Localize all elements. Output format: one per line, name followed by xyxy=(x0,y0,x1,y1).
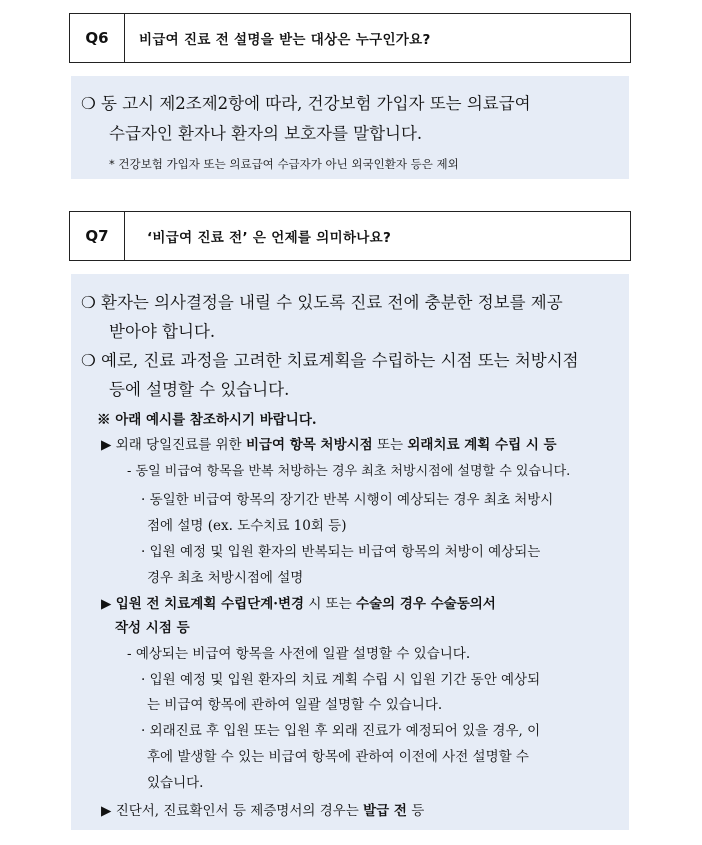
q7-reference-note: ※ 아래 예시를 참조하시기 바랍니다. xyxy=(97,412,317,428)
q7-ex1-dot2-line2: 경우 최초 처방시점에 설명 xyxy=(147,570,304,586)
q7-question: ‘비급여 진료 전’ 은 언제를 의미하나요? xyxy=(125,211,631,261)
q7-ex2-title-line1: ▶ 입원 전 치료계획 수립단계·변경 시 또는 수술의 경우 수술동의서 xyxy=(101,596,496,612)
q6-question: 비급여 진료 전 설명을 받는 대상은 누구인가요? xyxy=(125,13,631,63)
q7-ex2-dot1-line1: · 입원 예정 및 입원 환자의 치료 계획 수립 시 입원 기간 동안 예상되 xyxy=(141,672,541,688)
triangle-bullet-icon: ▶ xyxy=(101,803,112,819)
q7-label: Q7 xyxy=(69,211,125,261)
circle-bullet-icon: ❍ xyxy=(81,293,96,312)
q7-ex2-dot2-line3: 있습니다. xyxy=(147,775,204,791)
q7-ex2-dash: - 예상되는 비급여 항목을 사전에 일괄 설명할 수 있습니다. xyxy=(127,646,471,662)
q7-p1-line2: 받아야 합니다. xyxy=(109,322,216,341)
q7-p1-line1: ❍ 환자는 의사결정을 내릴 수 있도록 진료 전에 충분한 정보를 제공 xyxy=(81,293,563,312)
q7-p2-line1: ❍ 예로, 진료 과정을 고려한 치료계획을 수립하는 시점 또는 처방시점 xyxy=(81,351,579,370)
triangle-bullet-icon: ▶ xyxy=(101,437,112,453)
q6-answer-box xyxy=(71,76,629,179)
q6-answer-line2: 수급자인 환자나 환자의 보호자를 말합니다. xyxy=(109,124,423,143)
q7-ex1-dot2-line1: · 입원 예정 및 입원 환자의 반복되는 비급여 항목의 처방이 예상되는 xyxy=(141,544,541,560)
q7-p2-line2: 등에 설명할 수 있습니다. xyxy=(109,380,290,399)
q7-ex1-dash: - 동일 비급여 항목을 반복 처방하는 경우 최초 처방시점에 설명할 수 있습니다. xyxy=(127,464,571,479)
q7-header xyxy=(69,211,631,261)
q7-ex2-title-line2: 작성 시점 등 xyxy=(115,620,190,636)
q7-ex1-title: ▶ 외래 당일진료를 위한 비급여 항목 처방시점 또는 외래치료 계획 수립 시 등 xyxy=(101,437,557,453)
q7-ex3-title: ▶ 진단서, 진료확인서 등 제증명서의 경우는 발급 전 등 xyxy=(101,803,425,819)
q6-label: Q6 xyxy=(69,13,125,63)
q7-ex2-dot1-line2: 는 비급여 항목에 관하여 일괄 설명할 수 있습니다. xyxy=(147,697,443,713)
q7-ex1-dot1-line2: 점에 설명 (ex. 도수치료 10회 등) xyxy=(147,518,347,534)
q7-ex2-dot2-line1: · 외래진료 후 입원 또는 입원 후 외래 진료가 예정되어 있을 경우, 이 xyxy=(141,723,541,739)
q7-answer-box xyxy=(71,274,629,830)
q7-ex1-dot1-line1: · 동일한 비급여 항목의 장기간 반복 시행이 예상되는 경우 최초 처방시 xyxy=(141,492,554,508)
triangle-bullet-icon: ▶ xyxy=(101,596,112,612)
q6-answer-line1: ❍ 동 고시 제2조제2항에 따라, 건강보험 가입자 또는 의료급여 xyxy=(81,94,531,113)
q6-header xyxy=(69,13,631,63)
q7-ex2-dot2-line2: 후에 발생할 수 있는 비급여 항목에 관하여 이전에 사전 설명할 수 xyxy=(147,749,529,765)
circle-bullet-icon: ❍ xyxy=(81,94,96,113)
circle-bullet-icon: ❍ xyxy=(81,351,96,370)
q6-footnote: * 건강보험 가입자 또는 의료급여 수급자가 아닌 외국인환자 등은 제외 xyxy=(109,157,459,171)
